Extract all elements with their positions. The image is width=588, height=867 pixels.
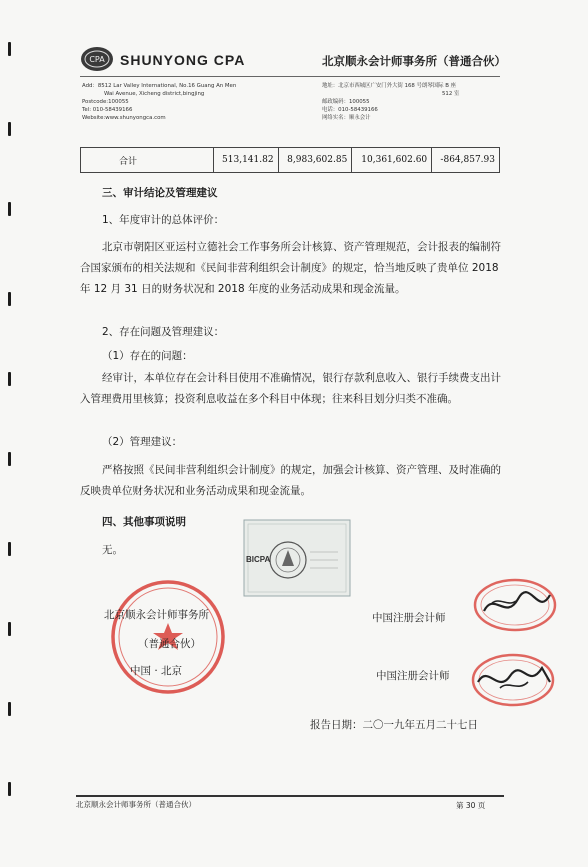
section-4-text: 无。: [102, 544, 123, 556]
address-cn: 地址：北京市西城区广安门外大街 168 号朗琴国际 B 座 512 室 邮政编码：100055 电话：010-58439166 网络实名：顺永会计: [322, 83, 460, 121]
table-cell: 8,983,602.85: [278, 148, 352, 173]
sub-2-text: 严格按照《民间非营利组织会计制度》的规定，加强会计核算、资产管理、及时准确的反映贵单位财务状况和业务活动成果和现金流量。: [80, 464, 501, 497]
table-cell: 513,141.82: [214, 148, 279, 173]
item-2-title: 2、存在问题及管理建议：: [102, 326, 225, 338]
section-4-title: 四、其他事项说明: [102, 516, 186, 528]
cpa-2-seal-icon: [470, 652, 556, 708]
cpa-1-seal-icon: [472, 577, 558, 633]
table-cell: 10,361,602.60: [352, 148, 432, 173]
table-cell: 合计: [81, 148, 214, 173]
svg-text:CPA: CPA: [89, 55, 105, 64]
cpa-2-label: 中国注册会计师: [376, 670, 450, 682]
table-row: [81, 148, 500, 173]
binding-rings: [6, 0, 16, 867]
totals-table: [80, 147, 500, 173]
footer-divider: [76, 795, 504, 797]
sub-2-title: （2）管理建议：: [102, 436, 183, 448]
brand-name: SHUNYONG CPA: [120, 52, 246, 68]
table-cell: -864,857.93: [432, 148, 500, 173]
item-1-text: 北京市朝阳区亚运村立德社会工作事务所会计核算、资产管理规范，会计报表的编制符合国家颁布的相关法规和《民间非营利组织会计制度》的规定，恰当地反映了贵单位 2018 年 12 月 31 日的财务状况和 2018 年度的业务活动成果和现金流量。: [80, 241, 501, 295]
item-1-title: 1、年度审计的总体评价：: [102, 214, 225, 226]
svg-text:BICPA: BICPA: [246, 555, 271, 564]
footer-firm-name: 北京顺永会计师事务所（普通合伙）: [76, 800, 196, 809]
firm-signature-line1: 北京顺永会计师事务所: [104, 609, 209, 621]
header-divider: [80, 76, 500, 77]
firm-signature-line2: （普通合伙）: [138, 638, 201, 650]
page-number: 第 30 页: [456, 801, 486, 810]
section-3-title: 三、审计结论及管理建议: [102, 187, 218, 199]
firm-signature-line3: 中国 · 北京: [130, 665, 183, 677]
cpa-1-label: 中国注册会计师: [372, 612, 446, 624]
firm-title: 北京顺永会计师事务所（普通合伙）: [322, 54, 506, 68]
firm-logo-icon: [80, 46, 114, 72]
bicpa-seal-icon: [242, 518, 352, 598]
address-en: Add：8512 Lar Valley International, No.16 Guang An Men Wai Avenue, Xicheng district,bingjing Postcode:100055 Tel: 010-58439166 Website:www.shunyongca.com: [82, 83, 237, 121]
sub-1-text: 经审计，本单位存在会计科目使用不准确情况，银行存款利息收入、银行手续费支出计入管理费用里核算；投资利息收益在多个科目中体现；往来科目划分归类不准确。: [80, 372, 501, 405]
sub-1-title: （1）存在的问题：: [102, 350, 193, 362]
report-date: 报告日期：二〇一九年五月二十七日: [310, 719, 478, 731]
